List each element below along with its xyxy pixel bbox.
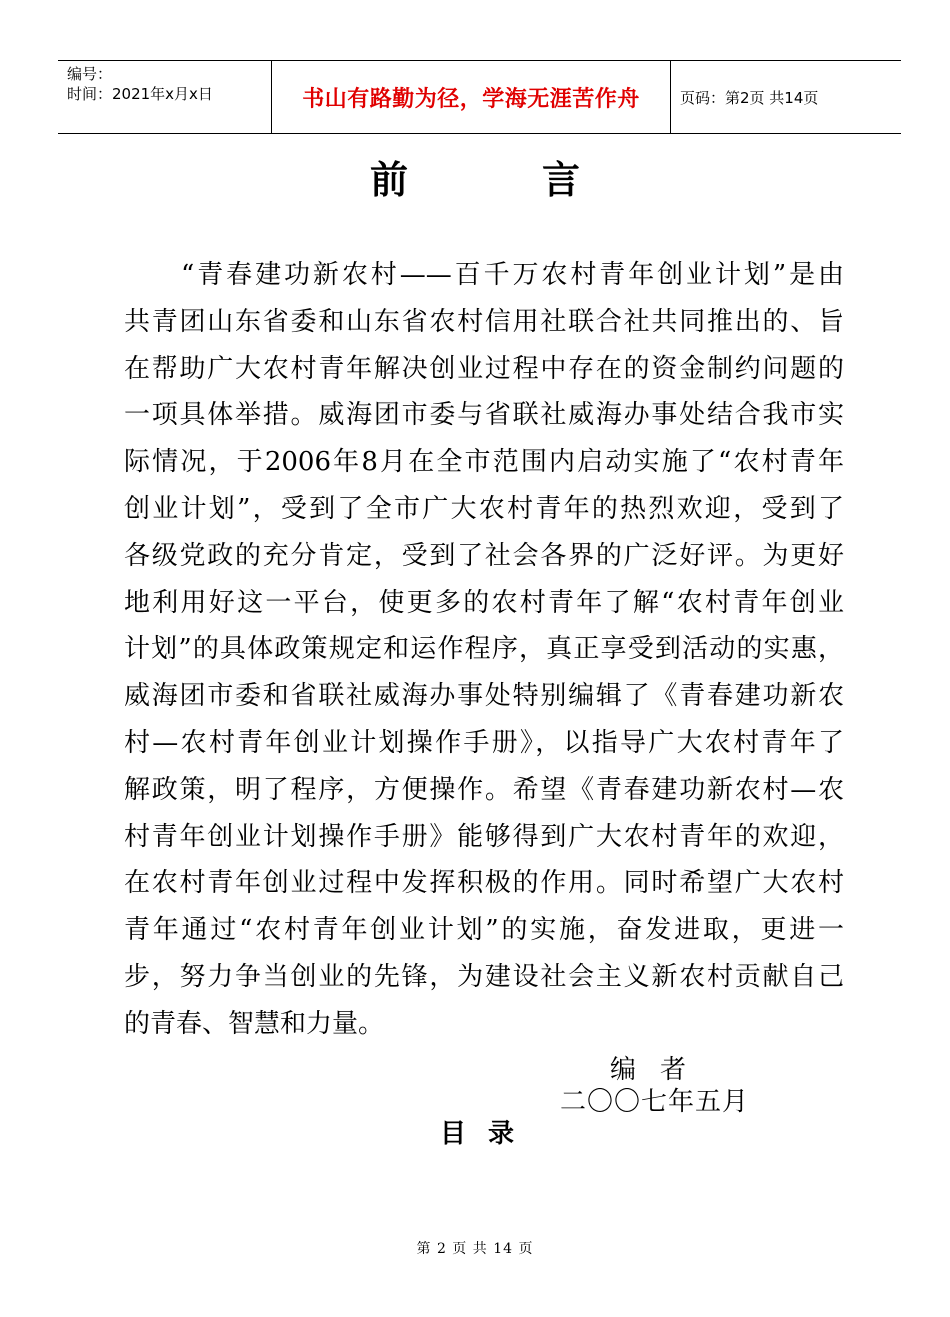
preface-line: 村青年创业计划操作手册》能够得到广大农村青年的欢迎， <box>124 821 844 852</box>
preface-signature: 编者 <box>610 1055 711 1085</box>
preface-title: 前言 <box>369 158 714 202</box>
document-number-label: 编号： <box>67 65 113 83</box>
preface-line: 在帮助广大农村青年解决创业过程中存在的资金制约问题的 <box>124 353 844 384</box>
header-meta-cell <box>58 61 272 133</box>
preface-line: 在农村青年创业过程中发挥积极的作用。同时希望广大农村 <box>124 868 844 899</box>
preface-line: 解政策，明了程序，方便操作。希望《青春建功新农村—农 <box>124 774 844 805</box>
preface-line: 的青春、智慧和力量。 <box>124 1008 385 1039</box>
preface-line: 威海团市委和省联社威海办事处特别编辑了《青春建功新农 <box>124 681 844 712</box>
page-footer: 第 2 页 共 14 页 <box>416 1241 534 1257</box>
preface-line: 村—农村青年创业计划操作手册》，以指导广大农村青年了 <box>124 727 844 758</box>
preface-line: “青春建功新农村——百千万农村青年创业计划”是由 <box>181 260 844 290</box>
header-page-info: 页码：第2页 共14页 <box>680 88 819 107</box>
preface-line: 共青团山东省委和山东省农村信用社联合社共同推出的、旨 <box>124 306 844 337</box>
preface-line: 各级党政的充分肯定，受到了社会各界的广泛好评。为更好 <box>124 540 844 571</box>
document-time-label: 时间：2021年x月x日 <box>67 85 213 103</box>
preface-body <box>124 252 844 1048</box>
preface-line: 创业计划”，受到了全市广大农村青年的热烈欢迎，受到了 <box>124 493 844 524</box>
preface-line: 际情况，于2006年8月在全市范围内启动实施了“农村青年 <box>124 447 844 478</box>
header-motto: 书山有路勤为径，学海无涯苦作舟 <box>272 61 671 133</box>
toc-title: 目录 <box>440 1119 537 1149</box>
preface-date: 二〇〇七年五月 <box>560 1087 750 1117</box>
preface-line: 一项具体举措。威海团市委与省联社威海办事处结合我市实 <box>124 400 844 431</box>
preface-line: 地利用好这一平台，使更多的农村青年了解“农村青年创业 <box>124 587 844 618</box>
preface-line: 步，努力争当创业的先锋，为建设社会主义新农村贡献自己 <box>124 961 844 992</box>
page-header <box>58 60 901 134</box>
preface-line: 计划”的具体政策规定和运作程序，真正享受到活动的实惠， <box>124 634 844 665</box>
preface-line: 青年通过“农村青年创业计划”的实施，奋发进取，更进一 <box>124 915 844 946</box>
